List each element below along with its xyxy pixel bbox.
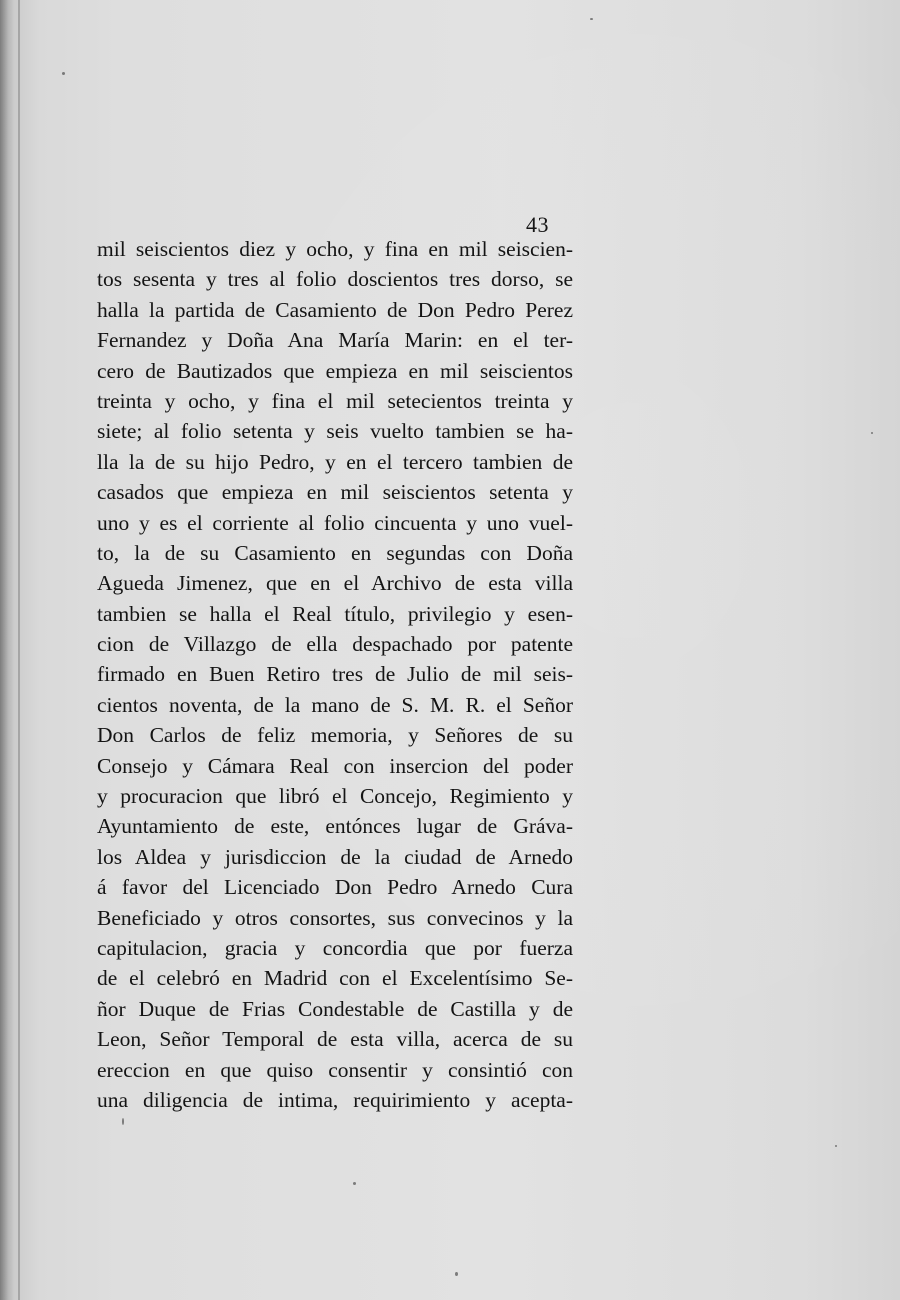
paper-speck — [835, 1145, 837, 1147]
page-edge-shadow — [0, 0, 14, 1300]
text-line: una diligencia de intima, requirimiento y acepta- — [97, 1087, 573, 1112]
text-line: mil seiscientos diez y ocho, y fina en mil seiscien- — [97, 237, 573, 261]
paper-speck — [455, 1272, 458, 1276]
text-line: to, la de su Casamiento en segundas con Doña — [97, 540, 573, 565]
text-line: Beneficiado y otros consortes, sus convecinos y la — [97, 905, 573, 930]
text-line: uno y es el corriente al folio cincuenta y uno vuel- — [97, 510, 573, 535]
text-line: siete; al folio setenta y seis vuelto tambien se ha- — [97, 419, 573, 444]
text-line: ñor Duque de Frias Condestable de Castilla y de — [97, 996, 573, 1021]
text-line: capitulacion, gracia y concordia que por fuerza — [97, 935, 573, 960]
text-line: tos sesenta y tres al folio doscientos tres dorso, se — [97, 267, 573, 292]
page-number: 43 — [526, 212, 549, 237]
text-line: Fernandez y Doña Ana María Marin: en el ter- — [97, 328, 573, 353]
text-line: casados que empieza en mil seiscientos setenta y — [97, 480, 573, 505]
paper-speck — [122, 1118, 124, 1125]
text-line: á favor del Licenciado Don Pedro Arnedo Cura — [97, 875, 573, 900]
text-line: de el celebró en Madrid con el Excelentísimo Se- — [97, 966, 573, 991]
text-line: firmado en Buen Retiro tres de Julio de mil seis- — [97, 662, 573, 687]
text-line: Ayuntamiento de este, entónces lugar de Gráva- — [97, 814, 573, 839]
text-line: Leon, Señor Temporal de esta villa, acerca de su — [97, 1027, 573, 1052]
text-line: lla la de su hijo Pedro, y en el tercero tambien de — [97, 449, 573, 474]
text-line: ereccion en que quiso consentir y consintió con — [97, 1057, 573, 1082]
text-line: tambien se halla el Real título, privilegio y esen- — [97, 601, 573, 626]
text-line: y procuracion que libró el Concejo, Regimiento y — [97, 784, 573, 809]
text-line: treinta y ocho, y fina el mil setecientos treinta y — [97, 388, 573, 413]
paper-speck — [590, 18, 593, 20]
text-line: Consejo y Cámara Real con insercion del poder — [97, 753, 573, 778]
paper-speck — [353, 1182, 356, 1185]
body-text — [97, 234, 573, 1115]
text-line: cientos noventa, de la mano de S. M. R. el Señor — [97, 692, 573, 717]
text-line: cion de Villazgo de ella despachado por patente — [97, 632, 573, 657]
paper-speck — [62, 72, 65, 75]
binding-fold — [18, 0, 20, 1300]
text-line: los Aldea y jurisdiccion de la ciudad de Arnedo — [97, 844, 573, 869]
text-line: Don Carlos de feliz memoria, y Señores de su — [97, 723, 573, 748]
text-line: Agueda Jimenez, que en el Archivo de esta villa — [97, 571, 573, 596]
text-line: halla la partida de Casamiento de Don Pedro Perez — [97, 297, 573, 322]
text-line: cero de Bautizados que empieza en mil seiscientos — [97, 358, 573, 383]
paper-speck — [871, 432, 873, 434]
